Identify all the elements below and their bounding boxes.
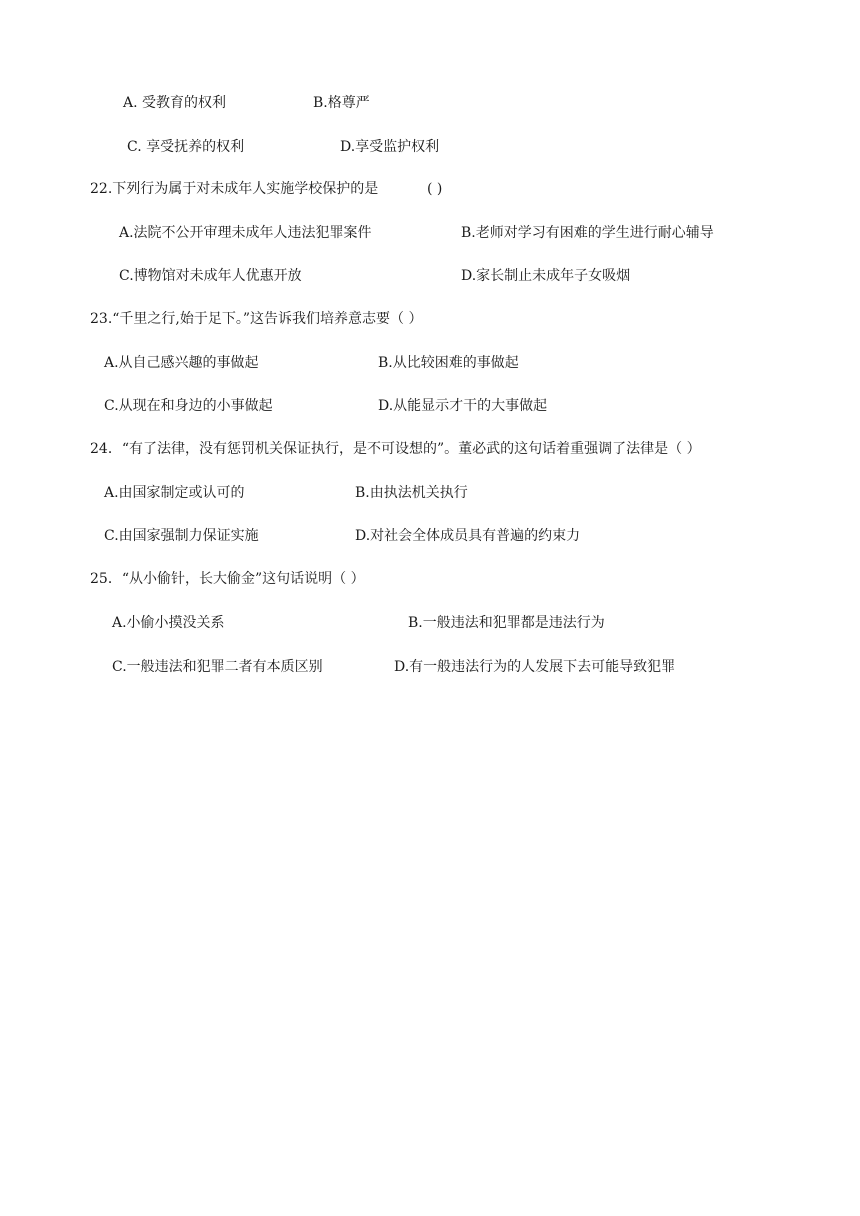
q25-option-d: D.有一般违法行为的人发展下去可能导致犯罪 — [394, 659, 676, 675]
q24-option-b: B.由执法机关执行 — [355, 485, 468, 501]
q22-option-b: B.老师对学习有困难的学生进行耐心辅导 — [461, 225, 714, 241]
q23-option-c: C.从现在和身边的小事做起 — [104, 398, 273, 414]
q23-option-b: B.从比较困难的事做起 — [378, 355, 519, 371]
q25-option-b: B.一般违法和犯罪都是违法行为 — [408, 615, 605, 631]
q24-option-d: D.对社会全体成员具有普遍的约束力 — [355, 528, 581, 544]
q25-option-a: A.小偷小摸没关系 — [112, 615, 225, 631]
q23-option-a: A.从自己感兴趣的事做起 — [104, 355, 259, 371]
q24-option-a: A.由国家制定或认可的 — [104, 485, 245, 501]
q22-option-a: A.法院不公开审理未成年人违法犯罪案件 — [119, 225, 372, 241]
q22-answer-bracket: ( ) — [427, 181, 443, 197]
q22-option-c: C.博物馆对未成年人优惠开放 — [119, 268, 302, 284]
q22-stem: 22.下列行为属于对未成年人实施学校保护的是 — [90, 181, 379, 197]
q21-option-d: D.享受监护权利 — [340, 139, 440, 155]
q24-stem: 24．“有了法律，没有惩罚机关保证执行，是不可设想的”。董必武的这句话着重强调了法律是（ ） — [90, 441, 701, 457]
q22-option-d: D.家长制止未成年子女吸烟 — [461, 268, 631, 284]
q23-stem: 23.“千里之行,始于足下。”这告诉我们培养意志要（ ） — [90, 311, 423, 327]
q25-stem: 25．“从小偷针，长大偷金”这句话说明（ ） — [90, 571, 365, 587]
q21-option-a: A. 受教育的权利 — [123, 95, 227, 111]
q21-option-b: B.格尊严 — [313, 95, 370, 111]
q25-option-c: C.一般违法和犯罪二者有本质区别 — [112, 659, 323, 675]
q23-option-d: D.从能显示才干的大事做起 — [378, 398, 548, 414]
q24-option-c: C.由国家强制力保证实施 — [104, 528, 259, 544]
q21-option-c: C. 享受抚养的权利 — [127, 139, 245, 155]
